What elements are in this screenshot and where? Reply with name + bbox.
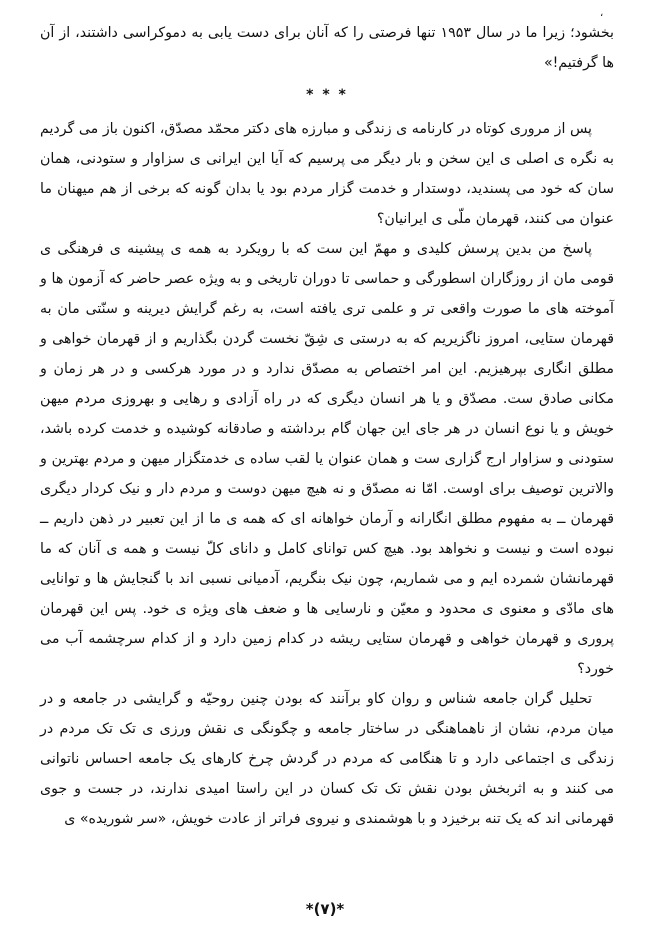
paragraph-4: تحلیل گران جامعه شناس و روان کاو برآنند که بودن چنین روحیّه و گرایشی در جامعه و در میان مردم، نشان از ناهماهنگی در ساختار جامعه و چگونگی ی نقش ورزی ی تک تک مردم در زندگی ی اجتماعی دارد و تا هنگامی که مردم در گردش چرخ کارهای یک جامعه احساس ناتوانی می کنند و به اثربخش بودن نقش تک تک کسان در این راستا امیدی ندارند، در جست و جوی قهرمانی اند که یک تنه برخیزد و با هوشمندی و نیروی فراتر از عادت خویش، «سر شوریده» ی <box>40 691 614 827</box>
paragraph-3: پاسخ من بدین پرسش کلیدی و مهمّ این ست که با رویکرد به همه ی پیشینه ی فرهنگی ی قومی مان از روزگاران اسطورگی و حماسی تا دوران تاریخی و به ویژه عصر حاضر که آزمون ها و آموخته های ما صورت واقعی تر و علمی تری یافته است، به رغم گرایش دیرینه و سنّتی مان به قهرمان ستایی، امروز ناگزیریم که به درستی ی شِقّ نخست گردن بگذاریم و از قهرمان خواهی و مطلق انگاری بپرهیزیم. این امر اختصاص به مصدّق ندارد و در مورد هرکسی و در هر زمان و مکانی صادق ست. مصدّق و یا هر انسان دیگری که در راه آزادی و رهایی و بهروزی مردم میهن خویش و یا نوع انسان در هر جای این جهان گام برداشته و صادقانه کوشیده و خدمت کرده باشد، ستودنی و سزاوار ارج گزاری ست و همان عنوان یا لقب ساده ی خدمتگزار میهن و مردم بهترین و والاترین توصیف برای اوست. امّا نه مصدّق و نه هیچ میهن دوست و مردم دار و نیک کردار دیگری قهرمان ــ به مفهوم مطلق انگارانه و آرمان خواهانه ای که همه ی ما از این تعبیر در ذهن داریم ــ نبوده است و نیست و نخواهد بود. هیچ کس توانای کامل و دانای کلّ نیست و همه ی آنان که ما قهرمانشان شمرده ایم و می شماریم، چون نیک بنگریم، آدمیانی نسبی اند با گنجایش ها و توانایی های مادّی و معنوی ی محدود و معیّن و نارسایی ها و ضعف های ویژه ی خود. پس این قهرمان پروری و قهرمان خواهی و قهرمان ستایی ریشه در کدام زمین دارد و از کدام سرچشمه آب می خورد؟ <box>40 241 614 677</box>
page-number: *(۷)* <box>305 900 345 918</box>
paragraph-2: پس از مروری کوتاه در کارنامه ی زندگی و مبارزه های دکتر محمّد مصدّق، اکنون باز می گردیم به نگره ی اصلی ی این سخن و بار دیگر می پرسیم که آیا این ایرانی ی سزاوار و ستودنی، همان سان که خود می پسندید، دوستدار و خدمت گزار مردم بود یا بدان گونه که برخی از هم میهنان ما عنوان می کنند، قهرمان ملّی ی ایرانیان؟ <box>40 121 614 227</box>
section-separator: * * * <box>306 87 348 103</box>
paragraph-1: بخشود؛ زیرا ما در سال ۱۹۵۳ تنها فرصتی را که آنان برای دست یابی به دموکراسی داشتند، از آن ها گرفتیم!» <box>40 25 615 71</box>
top-mark: ، <box>600 8 604 19</box>
